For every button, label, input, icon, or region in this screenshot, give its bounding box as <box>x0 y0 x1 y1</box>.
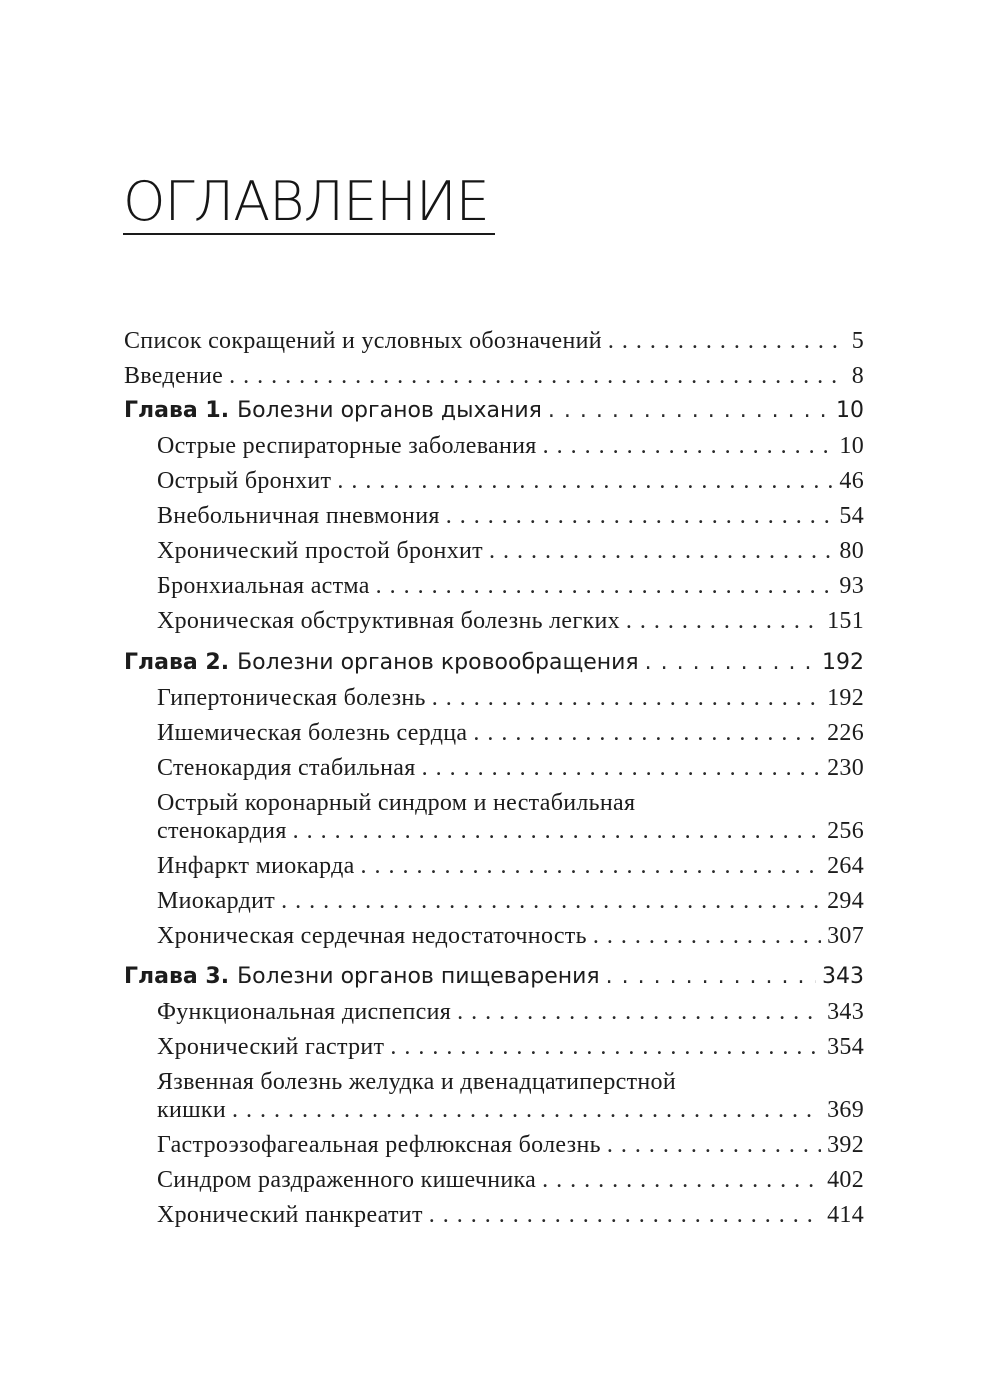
dot-leader <box>390 1031 821 1063</box>
dot-leader <box>606 961 816 993</box>
page-title: ОГЛАВЛЕНИЕ <box>123 170 489 233</box>
dot-leader <box>607 1129 821 1161</box>
toc-entry-title: Функциональная диспепсия <box>157 999 452 1025</box>
dot-leader <box>645 647 816 679</box>
toc-entry-page: 264 <box>827 853 864 879</box>
title-underline <box>123 233 495 235</box>
toc-entry[interactable] <box>124 360 864 392</box>
toc-entry[interactable] <box>157 850 864 882</box>
dot-leader <box>429 1199 821 1231</box>
toc-entry-page: 307 <box>827 923 864 949</box>
toc-entry-title: Хронический простой бронхит <box>157 538 483 564</box>
dot-leader <box>548 395 830 427</box>
toc-chapter[interactable] <box>124 395 864 427</box>
chapter-title: Болезни органов пищеварения <box>237 964 600 989</box>
toc-entry-title: Бронхиальная астма <box>157 573 370 599</box>
toc-entry-page: 151 <box>827 608 864 634</box>
toc-entry-title: Внебольничная пневмония <box>157 503 440 529</box>
chapter-title: Болезни органов дыхания <box>237 398 542 423</box>
toc-entry-page: 414 <box>827 1202 864 1228</box>
toc-entry[interactable] <box>157 465 864 497</box>
dot-leader <box>432 682 821 714</box>
chapter-number: Глава 3. <box>124 964 230 989</box>
dot-leader <box>489 535 833 567</box>
dot-leader <box>446 500 834 532</box>
dot-leader <box>626 605 821 637</box>
toc-entry-title-line1: Острый коронарный синдром и нестабильная <box>157 790 636 816</box>
toc-entry-title: Введение <box>124 363 224 389</box>
toc-entry-title: Хроническая обструктивная болезнь легких <box>157 608 620 634</box>
dot-leader <box>376 570 834 602</box>
toc-entry-title: Миокардит <box>157 888 276 914</box>
toc-entry-title: Список сокращений и условных обозначений <box>124 328 602 354</box>
toc-entry-page: 343 <box>827 999 864 1025</box>
dot-leader <box>608 325 846 357</box>
chapter-title: Болезни органов кровообращения <box>237 650 639 675</box>
toc-entry[interactable] <box>124 325 864 357</box>
toc-entry[interactable] <box>157 1129 864 1161</box>
toc-entry[interactable] <box>157 1031 864 1063</box>
dot-leader <box>473 717 821 749</box>
toc-entry[interactable] <box>157 920 864 952</box>
toc-entry[interactable] <box>157 1164 864 1196</box>
chapter-number: Глава 1. <box>124 398 230 423</box>
toc-entry-title: Хронический панкреатит <box>157 1202 423 1228</box>
dot-leader <box>281 885 821 917</box>
toc-entry-page: 256 <box>827 818 864 844</box>
dot-leader <box>337 465 833 497</box>
chapter-page: 192 <box>822 650 864 675</box>
toc-entry-title: Ишемическая болезнь сердца <box>157 720 468 746</box>
toc-entry[interactable] <box>157 605 864 637</box>
toc-entry-page: 5 <box>851 328 864 354</box>
toc-entry-page: 402 <box>827 1167 864 1193</box>
toc-entry-title: Хронический гастрит <box>157 1034 385 1060</box>
toc-entry[interactable] <box>157 1199 864 1231</box>
toc-entry-title: Синдром раздраженного кишечника <box>157 1167 537 1193</box>
toc-entry-title: Хроническая сердечная недостаточность <box>157 923 587 949</box>
toc-entry-page: 54 <box>839 503 864 529</box>
chapter-page: 10 <box>836 398 864 423</box>
toc-entry-title: Острые респираторные заболевания <box>157 433 537 459</box>
toc-entry-title: Инфаркт миокарда <box>157 853 355 879</box>
dot-leader <box>232 1094 821 1126</box>
dot-leader <box>543 430 834 462</box>
toc-chapter[interactable] <box>124 647 864 679</box>
toc-entry-page: 230 <box>827 755 864 781</box>
toc-entry[interactable] <box>157 996 864 1028</box>
dot-leader <box>229 360 846 392</box>
toc-entry-page: 80 <box>839 538 864 564</box>
toc-entry-page: 10 <box>839 433 864 459</box>
toc-entry[interactable] <box>157 570 864 602</box>
dot-leader <box>293 815 821 847</box>
toc-entry-title: кишки <box>157 1097 226 1123</box>
toc-entry[interactable] <box>157 500 864 532</box>
dot-leader <box>593 920 821 952</box>
toc-entry-title: Острый бронхит <box>157 468 332 494</box>
dot-leader <box>457 996 821 1028</box>
toc-entry-title: стенокардия <box>157 818 287 844</box>
toc-entry-page: 93 <box>839 573 864 599</box>
toc-entry-title: Гипертоническая болезнь <box>157 685 426 711</box>
toc-entry-page: 294 <box>827 888 864 914</box>
toc-entry-title-line1: Язвенная болезнь желудка и двенадцатиперстной <box>157 1069 676 1095</box>
toc-entry[interactable] <box>157 885 864 917</box>
toc-entry-title: Стенокардия стабильная <box>157 755 416 781</box>
toc-entry-page: 369 <box>827 1097 864 1123</box>
toc-entry-page: 46 <box>839 468 864 494</box>
toc-entry[interactable] <box>157 717 864 749</box>
toc-entry-page: 354 <box>827 1034 864 1060</box>
toc-chapter[interactable] <box>124 961 864 993</box>
dot-leader <box>361 850 822 882</box>
dot-leader <box>422 752 821 784</box>
chapter-page: 343 <box>822 964 864 989</box>
dot-leader <box>542 1164 821 1196</box>
toc-entry-page: 192 <box>827 685 864 711</box>
toc-entry[interactable] <box>157 535 864 567</box>
toc-entry[interactable] <box>157 752 864 784</box>
toc-entry[interactable] <box>157 815 864 847</box>
toc-entry-page: 226 <box>827 720 864 746</box>
toc-entry-page: 8 <box>851 363 864 389</box>
toc-entry[interactable] <box>157 430 864 462</box>
toc-entry-page: 392 <box>827 1132 864 1158</box>
chapter-number: Глава 2. <box>124 650 230 675</box>
toc-entry[interactable] <box>157 682 864 714</box>
toc-entry[interactable] <box>157 1094 864 1126</box>
toc-entry-title: Гастроэзофагеальная рефлюксная болезнь <box>157 1132 601 1158</box>
